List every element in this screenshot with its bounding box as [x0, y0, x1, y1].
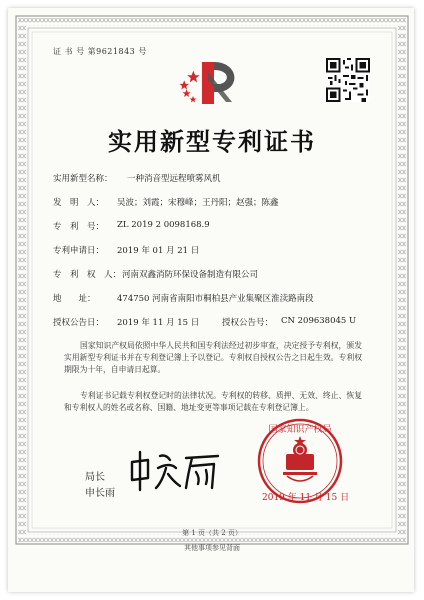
footnote: 其他事项参见背面 [184, 544, 240, 552]
director-name: 申长雨 [85, 488, 115, 499]
director-title: 局长 [85, 472, 105, 483]
invention-name-label: 实用新型名称： [53, 174, 113, 184]
certificate-serial: 证 书 号 第9621843 号 [53, 47, 147, 56]
inventors-value: 吴波；刘霞；宋穆峰；王丹阳；赵强；陈鑫 [117, 198, 279, 208]
grant-date-value: 2019 年 11 月 15 日 [117, 318, 200, 328]
address-value: 474750 河南省南阳市桐柏县产业集聚区淮渎路南段 [117, 294, 314, 304]
notice-paragraph-1: 国家知识产权局依照中华人民共和国专利法经过初步审查，决定授予专利权，颁发实用新型专利证书并在专利登记簿上予以登记。专利权自授权公告之日起生效。专利权期限为十年，自申请日起算。 [64, 341, 362, 374]
grant-number-label: 授权公告号： [222, 318, 274, 328]
patent-number-label: 专 利 号： [53, 222, 105, 232]
patent-number-value: ZL 2019 2 0098168.9 [117, 220, 210, 230]
seal-text: 国家知识产权局 [268, 425, 332, 435]
seal-date: 2019 年 11 月 15 日 [262, 493, 350, 503]
address-label: 地 址： [53, 294, 96, 304]
invention-name-value: 一种消音型远程喷雾风机 [127, 174, 221, 184]
patentee-value: 河南双鑫消防环保设备制造有限公司 [122, 270, 259, 280]
patentee-label: 专 利 权 人： [53, 270, 122, 280]
certificate-title: 实用新型专利证书 [108, 127, 316, 156]
grant-date-label: 授权公告日： [53, 318, 105, 328]
director-signature-icon [126, 448, 222, 492]
qr-code-icon [326, 58, 370, 102]
grant-number-value: CN 209638045 U [281, 316, 357, 326]
inventors-label: 发 明 人： [53, 198, 105, 208]
patent-office-logo-icon [180, 58, 244, 106]
application-date-value: 2019 年 01 月 21 日 [117, 246, 200, 256]
notice-paragraph-2: 专利证书记载专利权登记时的法律状况。专利权的转移、质押、无效、终止、恢复和专利权人的姓名或名称、国籍、地址变更等事项记载在专利登记簿上。 [64, 391, 362, 412]
page-number: 第 1 页（共 2 页） [182, 529, 242, 537]
application-date-label: 专利申请日： [53, 246, 105, 256]
